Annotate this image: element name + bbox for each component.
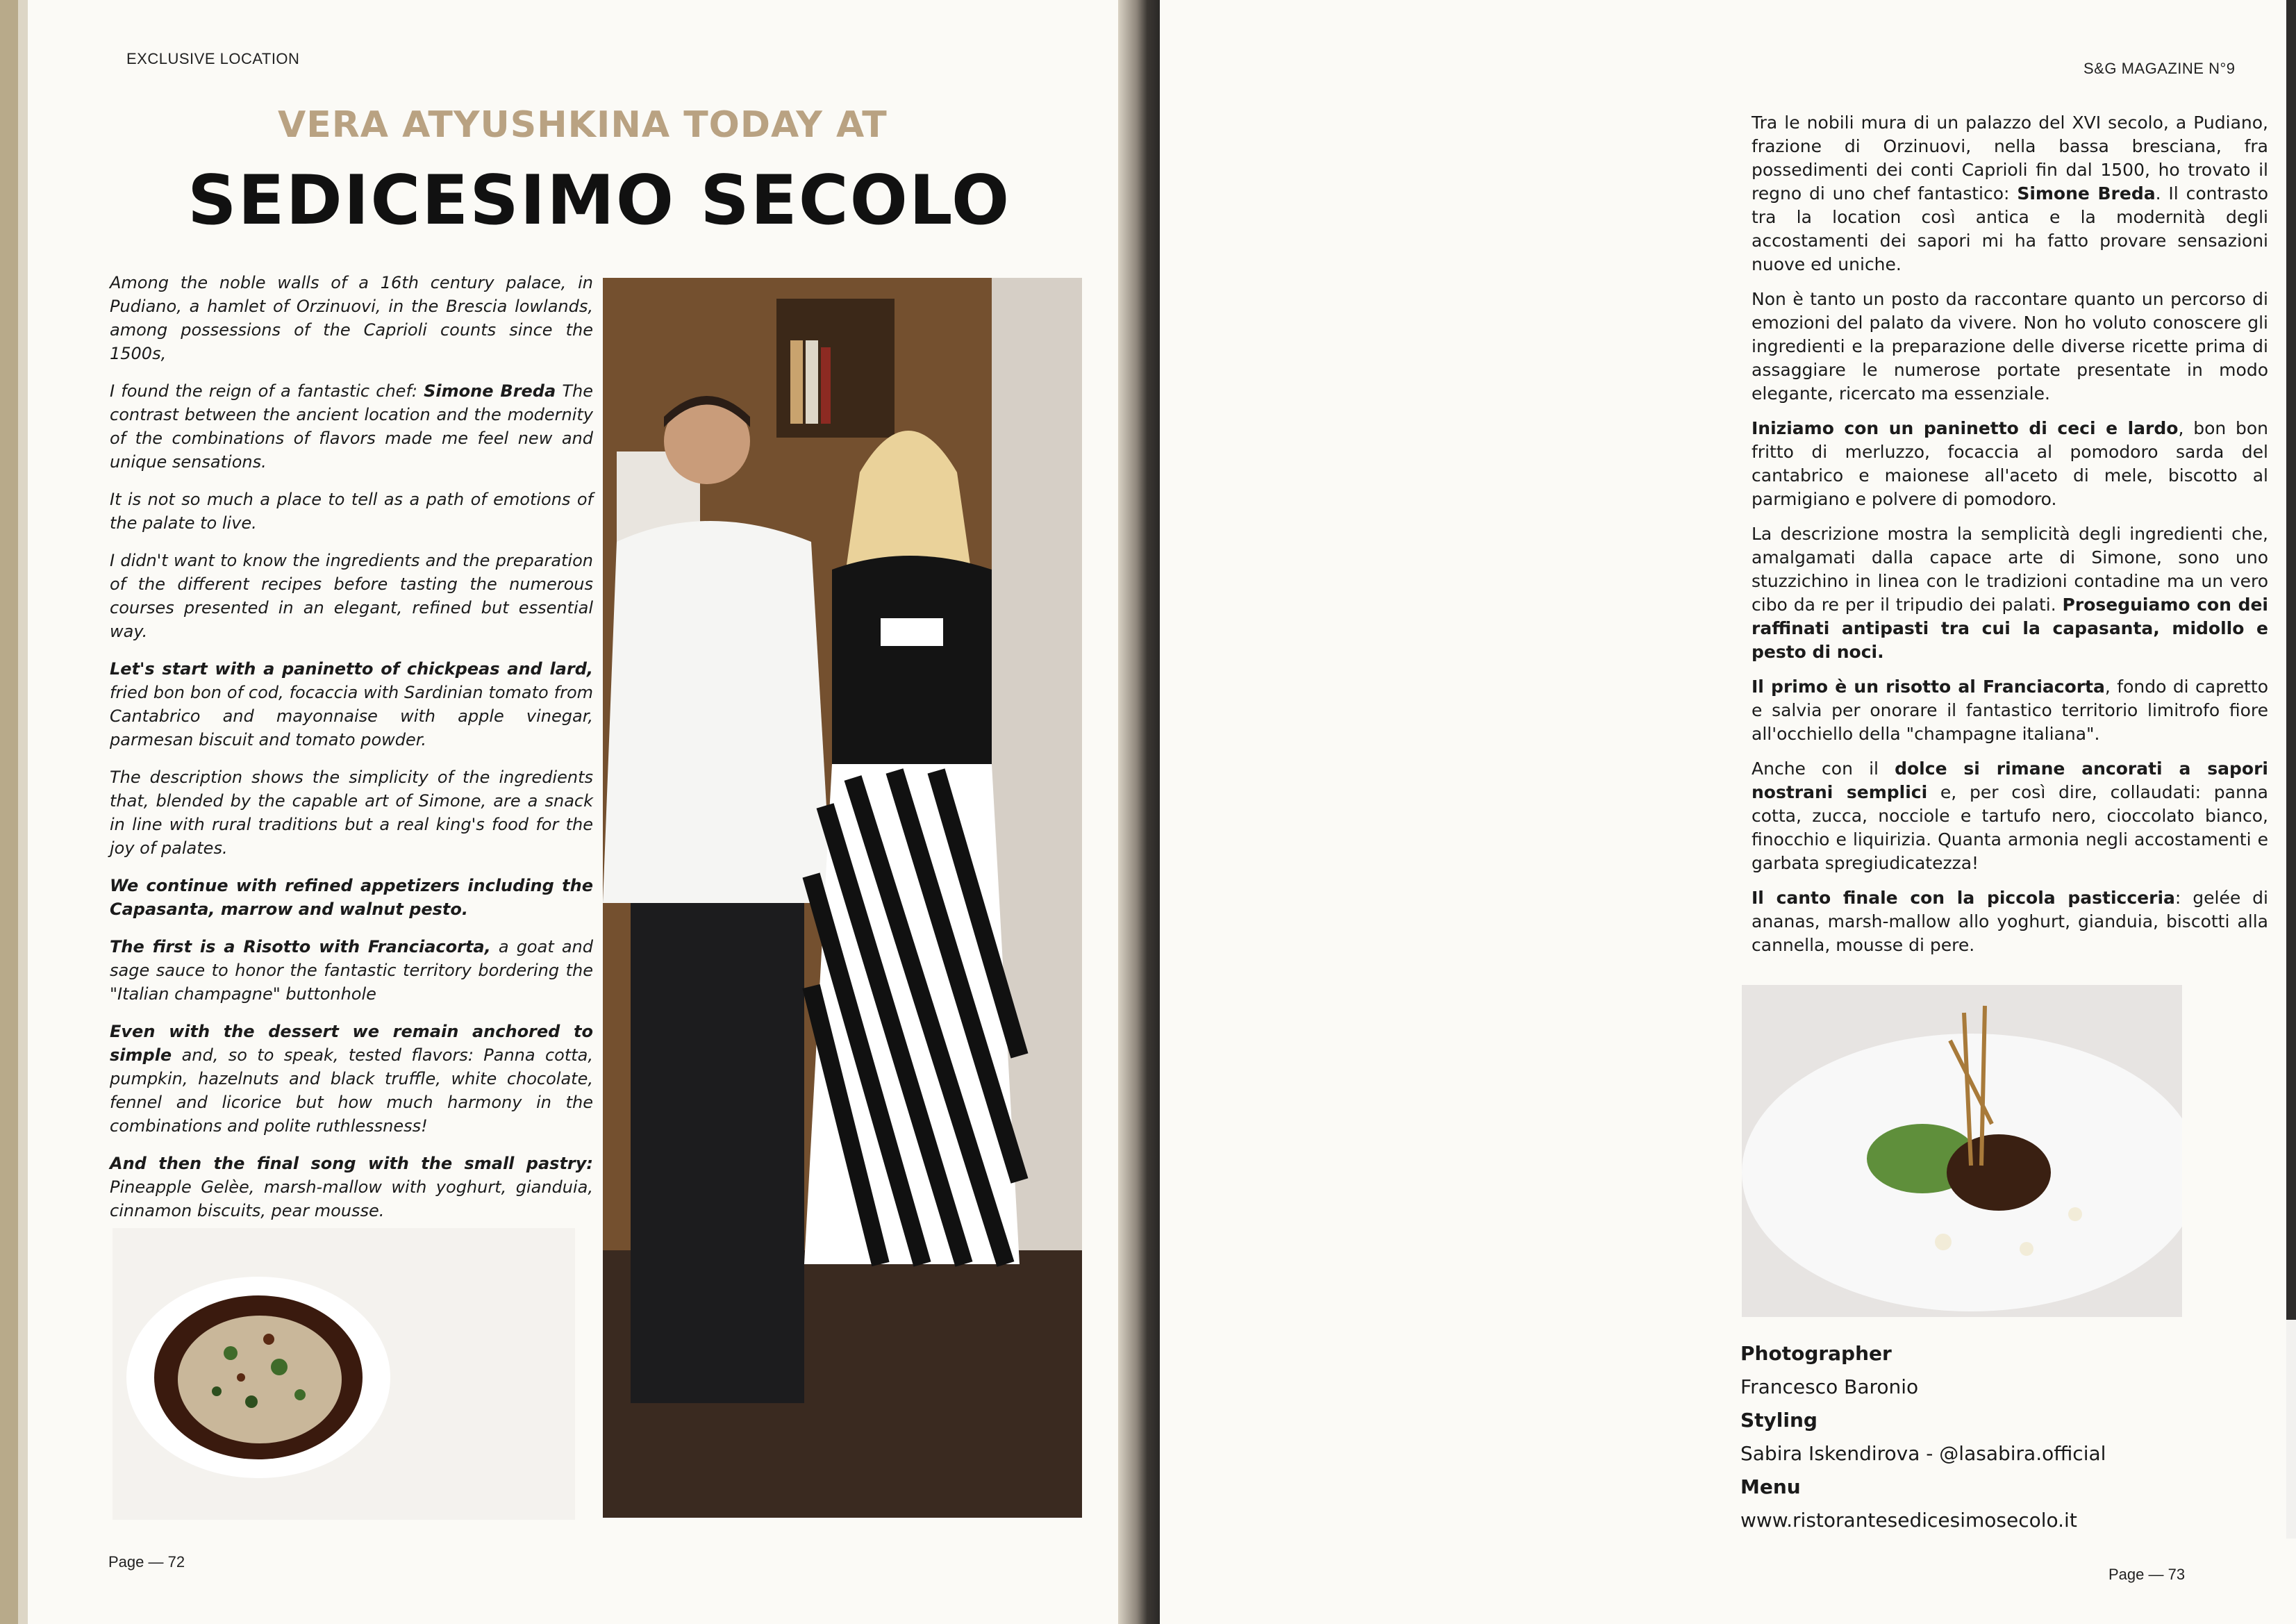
paragraph-lead: dolce si rimane ancorati a sapori nostrani semplici xyxy=(1752,759,2268,802)
section-label: EXCLUSIVE LOCATION xyxy=(126,50,300,67)
paragraph xyxy=(110,1020,593,1138)
photographer-label: Photographer xyxy=(1740,1342,1892,1365)
paragraph-lead: Even with the dessert we remain anchored to simple xyxy=(110,1022,593,1065)
paragraph: Among the noble walls of a 16th century palace, in Pudiano, a hamlet of Orzinuovi, in the Brescia lowlands, among possessions of the Caprioli counts since the 1500s, xyxy=(110,273,593,363)
paragraph-lead: Let's start with a paninetto of chickpeas and lard, xyxy=(110,659,593,679)
menu-label: Menu xyxy=(1740,1475,1801,1498)
dessert-dish-photo xyxy=(1742,985,2182,1317)
right-page xyxy=(1160,0,2296,1624)
left-page xyxy=(28,0,1118,1624)
paragraph-lead: Iniziamo con un paninetto di ceci e lardo xyxy=(1752,418,2179,438)
paragraph-text: La descrizione mostra la semplicità degli ingredienti che, amalgamati dalla capace arte di Simone, sono uno stuzzichino in linea con le tradizioni contadine ma un vero cibo da re per il tripudio dei palati. xyxy=(1752,524,2268,615)
credits-block xyxy=(1740,1337,2227,1537)
chef-name: Simone Breda xyxy=(424,381,556,401)
paragraph-text: : gelée di ananas, marsh-mallow allo yoghurt, gianduia, biscotti alla cannella, mousse di pere. xyxy=(1752,888,2268,955)
italian-column xyxy=(1752,111,2268,968)
paragraph-text: , bon bon fritto di merluzzo, focaccia al pomodoro sarda del cantabrico e maionese all'aceto di mele, biscotto al parmigiano e polvere di pomodoro. xyxy=(1752,418,2269,509)
paragraph xyxy=(110,657,593,752)
paragraph-text: a goat and sage sauce to honor the fantastic territory bordering the "Italian champagne" buttonhole xyxy=(110,937,594,1004)
paragraph: Non è tanto un posto da raccontare quanto un percorso di emozioni del palato da vivere. Non ho voluto conoscere gli ingredienti e la preparazione delle diverse ricette prima di assaggiare le numerose portate presentate in modo elegante, ricercato ma essenziale. xyxy=(1752,289,2268,404)
page-number: Page — 72 xyxy=(108,1553,185,1571)
host-portrait-photo xyxy=(2286,0,2296,1539)
paragraph-text: and, so to speak, tested flavors: Panna cotta, pumpkin, hazelnuts and black truffle, white chocolate, fennel and licorice but how much harmony in the combinations and polite ruthlessness! xyxy=(110,1045,593,1136)
paragraph xyxy=(110,1152,593,1223)
paragraph xyxy=(1752,675,2268,746)
paragraph-text: The contrast between the ancient location and the modernity of the combinations of flavors made me feel new and unique sensations. xyxy=(110,381,593,472)
styling-label: Styling xyxy=(1740,1409,1817,1432)
paragraph-text: I found the reign of a fantastic chef: xyxy=(110,381,424,401)
spread-gutter xyxy=(1118,0,1160,1624)
paragraph-lead: And then the final song with the small pastry: xyxy=(110,1154,593,1173)
paragraph xyxy=(110,874,593,921)
paragraph-text: . Il contrasto tra la location così antica e la modernità degli accostamenti dei sapori mi ha fatto provare sensazioni nuove ed uniche. xyxy=(1752,183,2268,274)
paragraph-lead: Il canto finale con la piccola pasticceria xyxy=(1752,888,2175,908)
page-edge-inner xyxy=(18,0,28,1624)
paragraph: The description shows the simplicity of the ingredients that, blended by the capable art of Simone, are a snack in line with rural traditions but a real king's food for the joy of palates. xyxy=(110,768,593,858)
english-column xyxy=(110,271,593,1236)
paragraph-lead: Proseguiamo con dei raffinati antipasti tra cui la capasanta, midollo e pesto di noci. xyxy=(1752,595,2268,662)
paragraph: I didn't want to know the ingredients and the preparation of the different recipes before tasting the numerous courses presented in an elegant, refined but essential way. xyxy=(110,551,593,641)
chef-name: Simone Breda xyxy=(2017,183,2156,204)
running-head: S&G MAGAZINE N°9 xyxy=(2083,60,2236,77)
paragraph-text: e, per così dire, collaudati: panna cotta, zucca, nocciole e tartufo nero, cioccolato bianco, finocchio e liquirizia. Quanta armonia negli accostamenti e garbata spregiudicatezza! xyxy=(1752,782,2269,873)
risotto-photo xyxy=(113,1228,575,1520)
paragraph xyxy=(1752,522,2268,664)
paragraph-text: Tra le nobili mura di un palazzo del XVI secolo, a Pudiano, frazione di Orzinuovi, nella bassa bresciana, fra possedimenti dei conti Caprioli fin dal 1500, ho trovato il regno di uno chef fantastico: xyxy=(1752,113,2268,204)
paragraph: It is not so much a place to tell as a path of emotions of the palate to live. xyxy=(110,490,593,533)
paragraph-lead: We continue with refined appetizers including the Capasanta, marrow and walnut pesto. xyxy=(110,876,593,919)
page-edge xyxy=(0,0,18,1624)
page-number: Page — 73 xyxy=(2108,1566,2186,1583)
paragraph xyxy=(1752,417,2268,511)
paragraph-text: Pineapple Gelèe, marsh-mallow with yoghurt, gianduia, cinnamon biscuits, pear mousse. xyxy=(110,1177,593,1220)
paragraph xyxy=(1752,886,2268,957)
photographer-name: Francesco Baronio xyxy=(1740,1375,1919,1398)
paragraph xyxy=(110,379,593,474)
paragraph-text: , fondo di capretto e salvia per onorare il fantastico territorio limitrofo fiore all'occhiello della "champagne italiana". xyxy=(1752,677,2269,744)
paragraph xyxy=(1752,111,2268,276)
styling-name: Sabira Iskendirova - @lasabira.official xyxy=(1740,1442,2106,1465)
paragraph xyxy=(1752,757,2268,875)
paragraph-text: Anche con il xyxy=(1752,759,1895,779)
paragraph xyxy=(110,935,593,1006)
article-kicker: VERA ATYUSHKINA TODAY AT xyxy=(278,104,888,146)
menu-url[interactable]: www.ristorantesedicesimosecolo.it xyxy=(1740,1509,2077,1532)
paragraph-lead: Il primo è un risotto al Franciacorta xyxy=(1752,677,2105,697)
paragraph-lead: The first is a Risotto with Franciacorta, xyxy=(110,937,491,956)
chef-and-host-photo xyxy=(603,278,1082,1518)
paragraph-text: fried bon bon of cod, focaccia with Sardinian tomato from Cantabrico and mayonnaise with apple vinegar, parmesan biscuit and tomato powder. xyxy=(110,683,593,749)
article-headline: SEDICESIMO SECOLO xyxy=(188,161,1011,240)
